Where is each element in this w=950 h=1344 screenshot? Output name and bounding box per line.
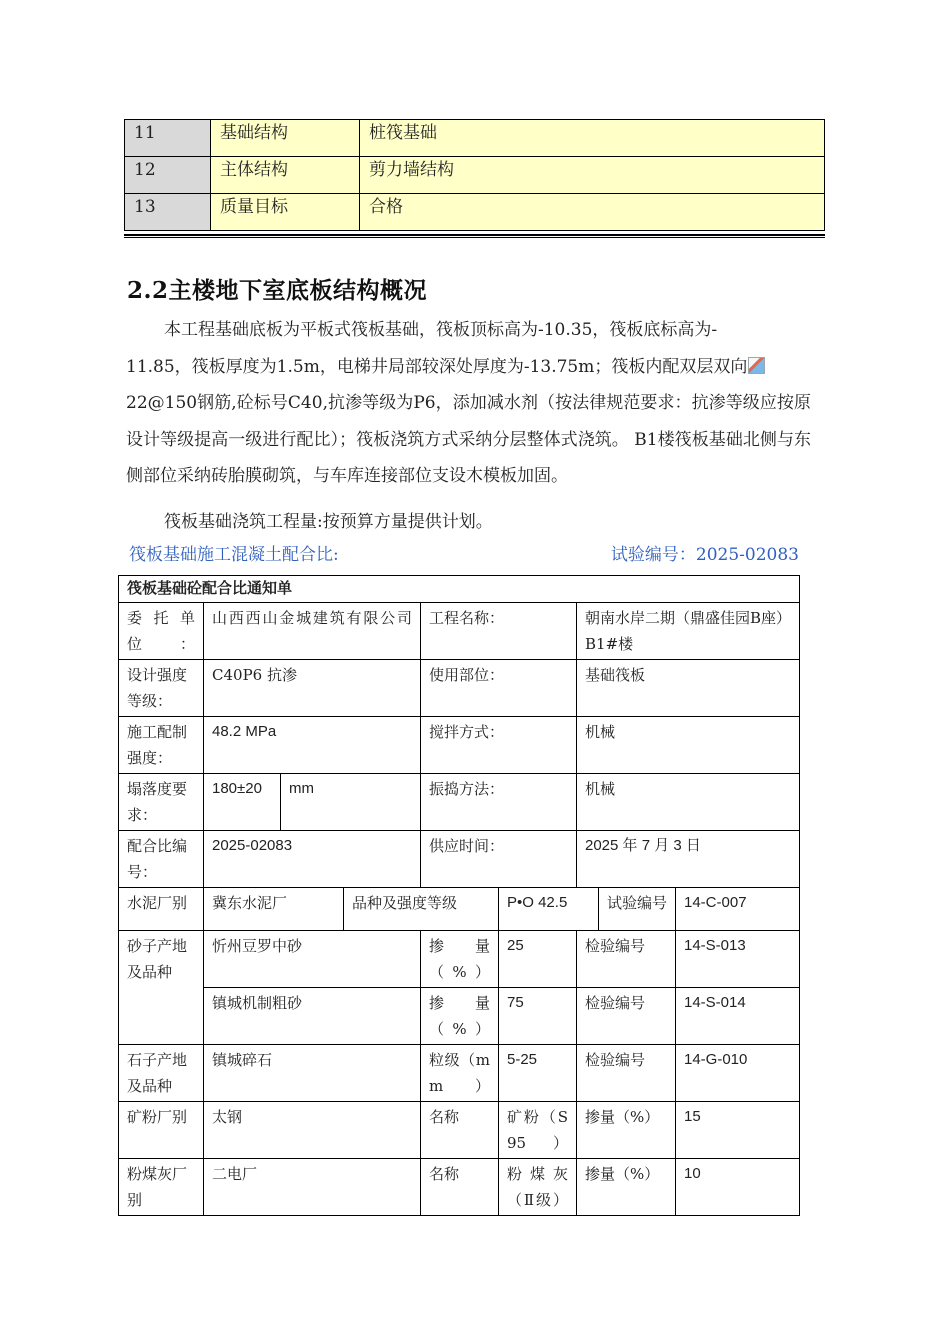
ash-dose-value: 10 (676, 1159, 800, 1216)
slag-dose-value: 15 (676, 1102, 800, 1159)
mix-method-label: 搅拌方式： (421, 717, 577, 774)
sand1-name: 忻州豆罗中砂 (204, 931, 421, 988)
project-label: 工程名称： (421, 603, 577, 660)
label-text: 委托单位： (127, 609, 195, 653)
test-number: 试验编号：2025-02083 (610, 545, 799, 565)
project-value: 朝南水岸二期（鼎盛佳园B座）B1#楼 (577, 603, 800, 660)
vibration-value: 机械 (577, 774, 800, 831)
slag-name-value: 矿粉（S95） (499, 1102, 577, 1159)
row-value: 桩筏基础 (360, 120, 825, 157)
quantity-paragraph (126, 504, 811, 541)
table-row (125, 194, 825, 231)
slump-label: 塌落度要求： (119, 774, 204, 831)
sand1-check-label: 检验编号 (577, 931, 676, 988)
use-label: 使用部位： (421, 660, 577, 717)
stone-check-label: 检验编号 (577, 1045, 676, 1102)
sand2-check-value: 14-S-014 (676, 988, 800, 1045)
slag-dose-label: 掺量（%） (577, 1102, 676, 1159)
sand1-dose-label: 掺量（%） (421, 931, 499, 988)
stone-label: 石子产地及品种 (119, 1045, 204, 1102)
row-item: 质量目标 (211, 194, 360, 231)
slag-label: 矿粉厂别 (119, 1102, 204, 1159)
sand1-dose-value: 25 (499, 931, 577, 988)
ash-name-value: 粉煤灰（Ⅱ级） (499, 1159, 577, 1216)
vibration-label: 振捣方法： (421, 774, 577, 831)
slump-value: 180±20 (204, 774, 281, 831)
ash-dose-label: 掺量（%） (577, 1159, 676, 1216)
sand2-check-label: 检验编号 (577, 988, 676, 1045)
cement-grade-value: P•O 42.5 (499, 888, 599, 931)
row-item: 基础结构 (211, 120, 360, 157)
row-number: 11 (125, 120, 211, 157)
paragraph-line: 本工程基础底板为平板式筏板基础，筏板顶标高为-10.35，筏板底标高为- (164, 320, 718, 340)
sand2-dose-value: 75 (499, 988, 577, 1045)
cement-test-value: 14-C-007 (676, 888, 800, 931)
project-overview-table (124, 119, 825, 231)
slump-unit: mm (281, 774, 421, 831)
client-label (119, 603, 204, 660)
row-item: 主体结构 (211, 157, 360, 194)
paragraph-line (126, 349, 811, 386)
mix-table-title: 筏板基础砼配合比通知单 (119, 576, 800, 603)
strength-value: C40P6 抗渗 (204, 660, 421, 717)
cement-test-label: 试验编号 (599, 888, 676, 931)
ash-value: 二电厂 (204, 1159, 421, 1216)
section-heading: 2.2主楼地下室底板结构概况 (127, 277, 428, 304)
slag-value: 太钢 (204, 1102, 421, 1159)
broken-image-icon (748, 357, 765, 374)
stone-value: 镇城碎石 (204, 1045, 421, 1102)
strength-label: 设计强度等级： (119, 660, 204, 717)
client-value: 山西西山金城建筑有限公司 (204, 603, 421, 660)
sand2-name: 镇城机制粗砂 (204, 988, 421, 1045)
sand-label: 砂子产地及品种 (119, 931, 204, 1045)
row-value: 合格 (360, 194, 825, 231)
supply-time-value: 2025 年 7 月 3 日 (577, 831, 800, 888)
prep-strength-label: 施工配制强度： (119, 717, 204, 774)
stone-size-value: 5-25 (499, 1045, 577, 1102)
ash-name-label: 名称 (421, 1159, 499, 1216)
mix-method-value: 机械 (577, 717, 800, 774)
ratio-number-value: 2025-02083 (204, 831, 421, 888)
table-row (125, 120, 825, 157)
ash-label: 粉煤灰厂别 (119, 1159, 204, 1216)
cement-value: 冀东水泥厂 (204, 888, 344, 931)
mix-ratio-label: 筏板基础施工混凝土配合比: (129, 545, 339, 565)
paragraph-text: 22@150钢筋,砼标号C40,抗渗等级为P6，添加减水剂（按法律规范要求：抗渗等级应按原设计等级提高一级进行配比）；筏板浇筑方式采纳分层整体式浇筑。 B1楼筏板基础北侧与东侧部位采纳砖胎膜砌筑，与车库连接部位支设木模板加固。 (126, 393, 811, 486)
row-number: 13 (125, 194, 211, 231)
paragraph-text: 筏板基础浇筑工程量:按预算方量提供计划。 (164, 512, 493, 532)
sand1-check-value: 14-S-013 (676, 931, 800, 988)
sand2-dose-label: 掺量（%） (421, 988, 499, 1045)
stone-check-value: 14-G-010 (676, 1045, 800, 1102)
row-number: 12 (125, 157, 211, 194)
table-row (125, 157, 825, 194)
supply-time-label: 供应时间： (421, 831, 577, 888)
mix-ratio-table (118, 575, 800, 1216)
stone-size-label: 粒级（mm） (421, 1045, 499, 1102)
cement-label: 水泥厂别 (119, 888, 204, 931)
paragraph-text: 11.85，筏板厚度为1.5m，电梯井局部较深处厚度为-13.75m；筏板内配双层双向 (126, 356, 748, 377)
table-bottom-rule (124, 237, 825, 238)
slag-name-label: 名称 (421, 1102, 499, 1159)
row-value: 剪力墙结构 (360, 157, 825, 194)
prep-strength-value: 48.2 MPa (204, 717, 421, 774)
ratio-number-label: 配合比编号： (119, 831, 204, 888)
table-bottom-rule (124, 234, 825, 236)
section-paragraph (126, 312, 811, 495)
use-value: 基础筏板 (577, 660, 800, 717)
mix-ratio-caption (129, 540, 799, 565)
cement-grade-label: 品种及强度等级 (344, 888, 499, 931)
